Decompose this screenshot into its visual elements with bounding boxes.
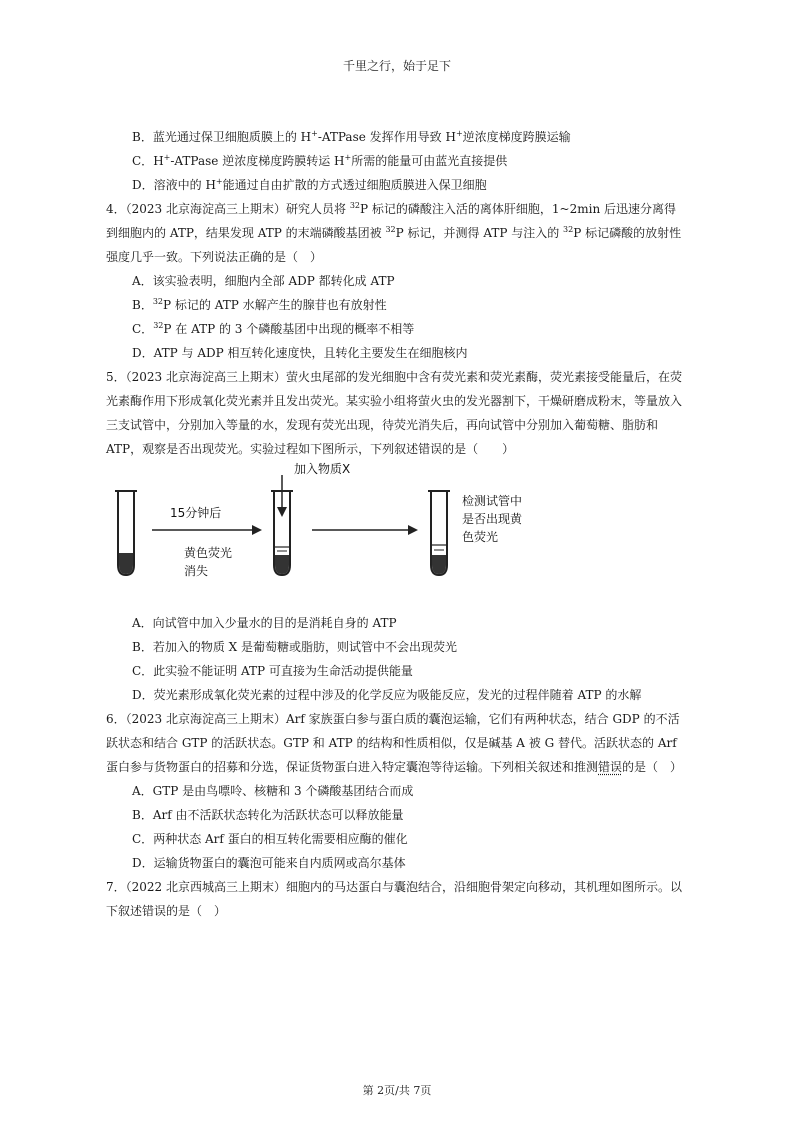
label-fade-line2: 消失 [184, 564, 209, 578]
page-header: 千里之行，始于足下 [342, 59, 451, 73]
q4-option-a [132, 269, 686, 293]
test-tube-diagram [106, 461, 686, 611]
q6-option-c [132, 827, 686, 851]
experiment-diagram [106, 461, 686, 611]
superscript: 32 [563, 225, 574, 234]
superscript: 32 [349, 201, 361, 210]
option-text: 此实验不能证明 ATP 可直接为生命活动提供能量 [153, 664, 413, 678]
option-letter: B． [132, 808, 153, 822]
option-text: 运输货物蛋白的囊泡可能来自内质网或高尔基体 [153, 856, 406, 870]
question-4-stem [106, 197, 686, 269]
option-text: 溶液中的 H [153, 178, 216, 192]
option-text: ATP 与 ADP 相互转化速度快，且转化主要发生在细胞核内 [153, 346, 468, 360]
question-7-stem [106, 875, 686, 923]
option-text: P 在 ATP 的 3 个磷酸基团中出现的概率不相等 [163, 322, 415, 336]
option-text: 该实验表明，细胞内全部 ADP 都转化成 ATP [152, 274, 395, 288]
powder-sediment [432, 555, 446, 574]
question-number: 6． [106, 712, 126, 726]
q6-option-d [132, 851, 686, 875]
option-text: -ATPase 发挥作用导致 H [317, 130, 456, 144]
superscript: + [311, 129, 318, 138]
option-letter: C． [132, 664, 154, 678]
q3-option-c [132, 149, 686, 173]
stem-text: 的是（ ） [622, 760, 683, 774]
option-letter: B． [132, 640, 153, 654]
question-number: 5． [106, 370, 126, 384]
option-text: 向试管中加入少量水的目的是消耗自身的 ATP [152, 616, 397, 630]
option-text: 能通过自由扩散的方式透过细胞质膜进入保卫细胞 [222, 178, 487, 192]
label-add-x: 加入物质X [294, 462, 351, 476]
question-source: （2022 北京西城高三上期末） [125, 880, 286, 894]
option-letter: C． [132, 832, 154, 846]
superscript: + [163, 153, 171, 162]
q3-option-d [132, 173, 686, 197]
arrow-2 [312, 525, 418, 535]
q6-option-b [132, 803, 686, 827]
option-letter: D． [132, 346, 154, 360]
powder-sediment [275, 555, 289, 574]
superscript: 32 [152, 297, 164, 306]
test-tube-1 [115, 491, 137, 575]
question-6-stem [106, 707, 686, 779]
option-text: -ATPase 逆浓度梯度跨膜转运 H [170, 154, 345, 168]
option-text: 蓝光通过保卫细胞质膜上的 H [152, 130, 312, 144]
test-tube-3 [428, 491, 450, 575]
q5-option-a [132, 611, 686, 635]
option-text: 所需的能量可由蓝光直接提供 [351, 154, 508, 168]
option-text: 逆浓度梯度跨膜运输 [462, 130, 571, 144]
option-letter: D． [132, 688, 154, 702]
label-detect-line3: 色荧光 [462, 530, 499, 544]
q4-option-b [132, 293, 686, 317]
q5-option-b [132, 635, 686, 659]
label-detect-line1: 检测试管中 [462, 494, 523, 508]
stem-text: 萤火虫尾部的发光细胞中含有荧光素和荧光素酶，荧光素接受能量后，在荧光素酶作用下形成氧化荧光素并且发出荧光。某实验小组将萤火虫的发光器割下，干燥研磨成粉末，等量放入三支试管中，分别加入等量的水，发现有荧光出现，待荧光消失后，再向试管中分别加入葡萄糖、脂肪和 ATP，观察是否出现荧光。实验过程如下图所示，下列叙述错误的是（ ） [106, 370, 683, 456]
option-letter: C． [132, 322, 154, 336]
dropper-arrow [277, 475, 287, 517]
superscript: + [455, 129, 463, 138]
q5-option-d [132, 683, 686, 707]
stem-text: 研究人员将 [286, 202, 350, 216]
question-source: （2023 北京海淀高三上期末） [125, 712, 286, 726]
option-text: Arf 由不活跃状态转化为活跃状态可以释放能量 [152, 808, 404, 822]
option-letter: A． [132, 616, 153, 630]
q3-option-b [132, 125, 686, 149]
q4-option-c [132, 317, 686, 341]
question-number: 7． [106, 880, 126, 894]
superscript: + [344, 153, 352, 162]
emphasis-text: 错误 [598, 760, 623, 774]
option-text: H [153, 154, 164, 168]
option-letter: A． [132, 784, 153, 798]
page-footer: 第 2页/共 7页 [362, 1084, 432, 1097]
question-number: 4． [106, 202, 126, 216]
superscript: 32 [385, 225, 396, 234]
label-time: 15分钟后 [170, 506, 222, 520]
question-5-stem [106, 365, 686, 461]
option-letter: C． [132, 154, 154, 168]
option-letter: D． [132, 178, 154, 192]
option-letter: B． [132, 298, 153, 312]
option-text: 若加入的物质 X 是葡萄糖或脂肪，则试管中不会出现荧光 [152, 640, 458, 654]
option-letter: D． [132, 856, 154, 870]
option-text: 荧光素形成氧化荧光素的过程中涉及的化学反应为吸能反应，发光的过程伴随着 ATP 的水解 [153, 688, 642, 702]
stem-text: 细胞内的马达蛋白与囊泡结合，沿细胞骨架定向移动，其机理如图所示。以下叙述错误的是（ ） [106, 880, 683, 918]
question-source: （2023 北京海淀高三上期末） [125, 202, 286, 216]
q4-option-d [132, 341, 686, 365]
option-text: 两种状态 Arf 蛋白的相互转化需要相应酶的催化 [153, 832, 408, 846]
stem-text: P 标记的磷酸注入活的离体肝细胞，1~2min 后迅速分离得到细胞内的 ATP，结果发现 ATP 的末端磷酸基团被 [106, 202, 676, 240]
stem-text: P 标记，并测得 ATP 与注入的 [395, 226, 564, 240]
label-fade-line1: 黄色荧光 [184, 546, 233, 560]
option-text: P 标记的 ATP 水解产生的腺苷也有放射性 [163, 298, 387, 312]
superscript: + [215, 177, 223, 186]
option-letter: A． [132, 274, 153, 288]
q6-option-a [132, 779, 686, 803]
powder-sediment [119, 553, 133, 574]
option-text: GTP 是由鸟嘌呤、核糖和 3 个磷酸基团结合而成 [152, 784, 414, 798]
superscript: 32 [153, 321, 164, 330]
q5-option-c [132, 659, 686, 683]
stem-text: P 标记磷酸的放射性强度几乎一致。下列说法正确的是（ ） [106, 226, 682, 264]
label-detect-line2: 是否出现黄 [462, 512, 523, 526]
arrow-1 [152, 525, 262, 535]
question-source: （2023 北京海淀高三上期末） [125, 370, 286, 384]
stem-text: Arf 家族蛋白参与蛋白质的囊泡运输，它们有两种状态，结合 GDP 的不活跃状态和结合 GTP 的活跃状态。GTP 和 ATP 的结构和性质相似，仅是碱基 A 被 G 替代。活跃状态的 Arf 蛋白参与货物蛋白的招募和分选，保证货物蛋白进入特定囊泡等待运输。下列相关叙述和推测 [106, 712, 680, 774]
option-letter: B． [132, 130, 153, 144]
page-content [106, 125, 686, 923]
